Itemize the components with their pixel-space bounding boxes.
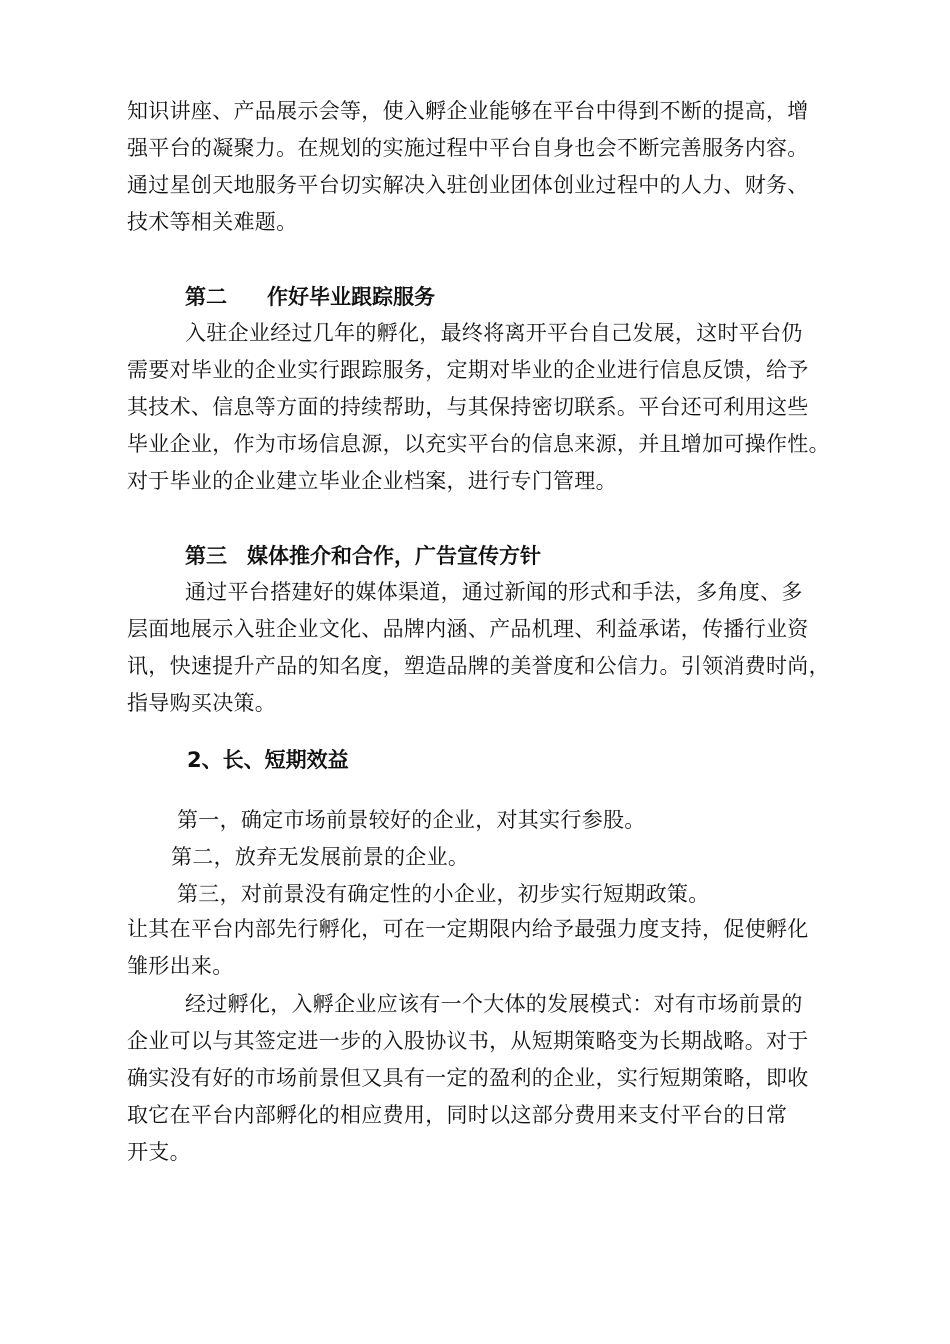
intro-line-4: 技术等相关难题。 <box>127 210 298 234</box>
conclusion-line-4: 取它在平台内部孵化的相应费用，同时以这部分费用来支付平台的日常 <box>127 1103 788 1127</box>
section3-line-4: 指导购买决策。 <box>127 691 277 715</box>
section2-title: 作好毕业跟踪服务 <box>267 285 435 309</box>
benefit-item-2: 第二，放弃无发展前景的企业。 <box>171 845 470 869</box>
benefits-heading: 2、长、短期效益 <box>187 748 349 772</box>
section3-title: 媒体推介和合作，广告宣传方针 <box>247 544 541 568</box>
benefit-item-3: 第三，对前景没有确定性的小企业，初步实行短期政策。 <box>177 882 710 906</box>
intro-line-1: 知识讲座、产品展示会等，使入孵企业能够在平台中得到不断的提高，增 <box>127 99 809 123</box>
benefit-continuation-1: 让其在平台内部先行孵化，可在一定期限内给予最强力度支持，促使孵化 <box>127 917 809 941</box>
conclusion-line-1: 经过孵化，入孵企业应该有一个大体的发展模式：对有市场前景的 <box>185 992 803 1016</box>
section2-line-5: 对于毕业的企业建立毕业企业档案，进行专门管理。 <box>127 469 617 493</box>
conclusion-line-5: 开支。 <box>127 1140 191 1164</box>
intro-line-3: 通过星创天地服务平台切实解决入驻创业团体创业过程中的人力、财务、 <box>127 173 809 197</box>
section2-line-1: 入驻企业经过几年的孵化，最终将离开平台自己发展，这时平台仍 <box>185 321 803 345</box>
section3-line-3: 讯，快速提升产品的知名度，塑造品牌的美誉度和公信力。引领消费时尚， <box>127 654 830 678</box>
section2-number: 第二 <box>185 285 227 309</box>
section3-number: 第三 <box>185 544 227 568</box>
section2-heading <box>185 283 435 311</box>
conclusion-line-3: 确实没有好的市场前景但又具有一定的盈利的企业，实行短期策略，即收 <box>127 1066 809 1090</box>
section2-line-2: 需要对毕业的企业实行跟踪服务，定期对毕业的企业进行信息反馈，给予 <box>127 358 809 382</box>
section2-line-3: 其技术、信息等方面的持续帮助，与其保持密切联系。平台还可利用这些 <box>127 395 809 419</box>
benefit-continuation-2: 雏形出来。 <box>127 954 234 978</box>
section3-line-1: 通过平台搭建好的媒体渠道，通过新闻的形式和手法，多角度、多 <box>185 580 803 604</box>
intro-line-2: 强平台的凝聚力。在规划的实施过程中平台自身也会不断完善服务内容。 <box>127 136 809 160</box>
section2-line-4: 毕业企业，作为市场信息源，以充实平台的信息来源，并且增加可操作性。 <box>127 432 830 456</box>
conclusion-line-2: 企业可以与其签定进一步的入股协议书，从短期策略变为长期战略。对于 <box>127 1029 809 1053</box>
section3-heading <box>185 542 541 570</box>
benefit-item-1: 第一，确定市场前景较好的企业，对其实行参股。 <box>177 808 646 832</box>
section3-line-2: 层面地展示入驻企业文化、品牌内涵、产品机理、利益承诺，传播行业资 <box>127 617 809 641</box>
